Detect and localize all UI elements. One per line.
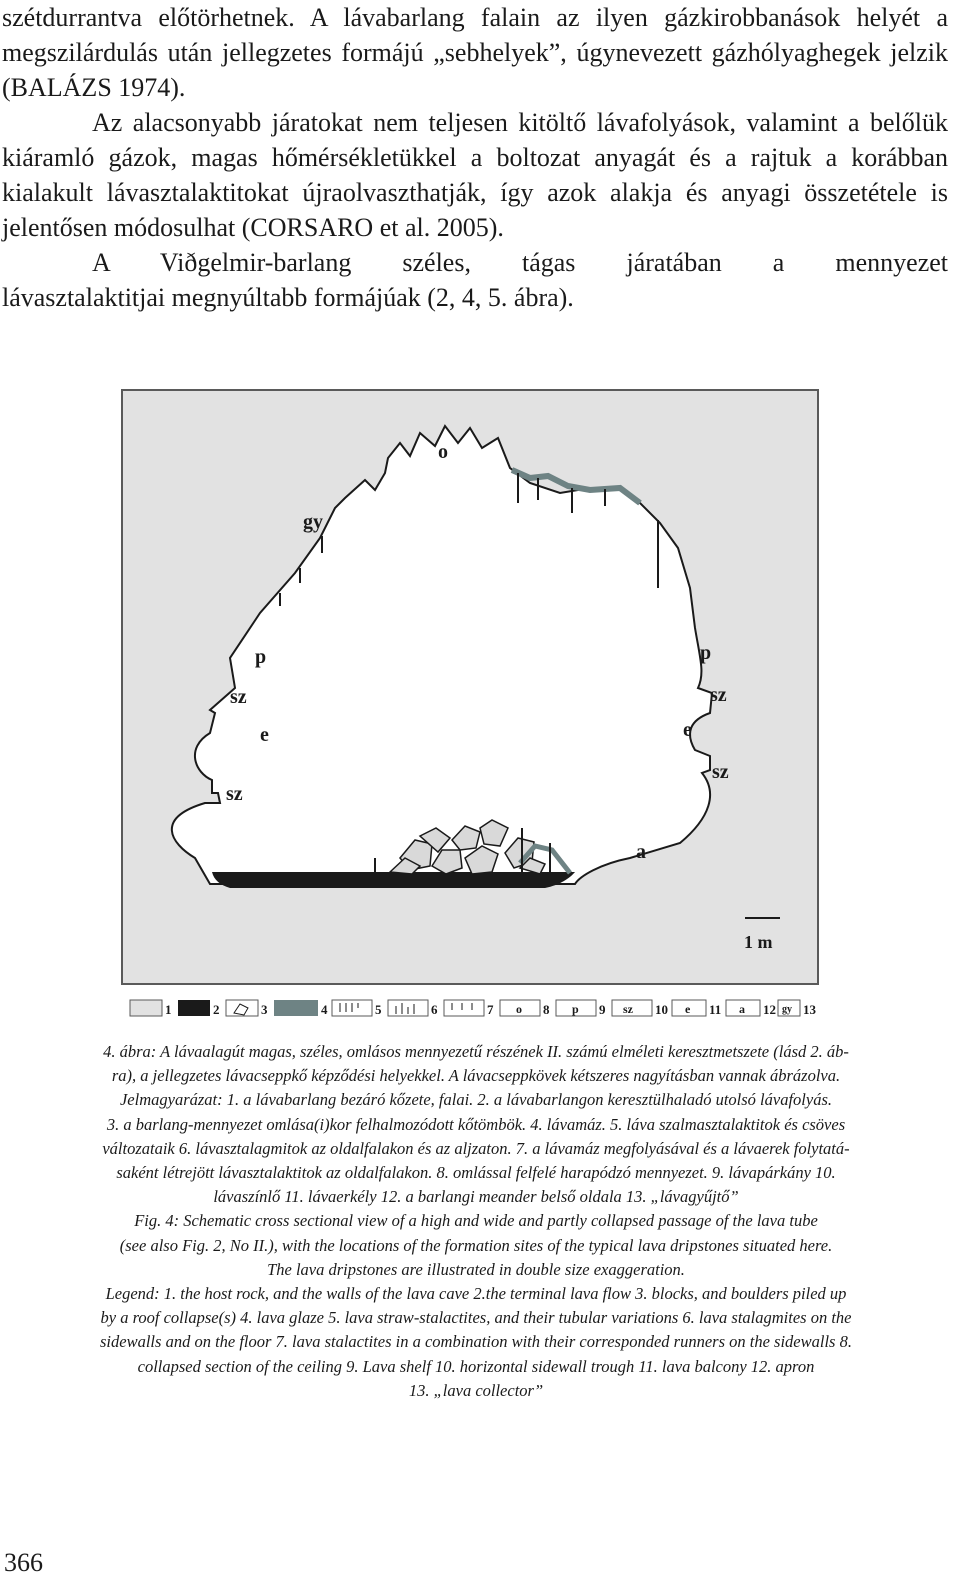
caption-line: collapsed section of the ceiling 9. Lava shelf 10. horizontal sidewall trough 11. lava balcony 12. apron [137, 1356, 815, 1376]
legend-number-8: 8 [543, 1002, 550, 1017]
legend-symbol-sz: sz [623, 1002, 633, 1016]
label-a: a [636, 841, 646, 863]
scale-label: 1 m [744, 932, 773, 952]
caption-line: (see also Fig. 2, No II.), with the locations of the formation sites of the typical lava dripstones situated here. [119, 1235, 833, 1255]
legend-symbol-a: a [739, 1002, 745, 1016]
body-text [2, 0, 948, 315]
page-number: 366 [4, 1548, 43, 1577]
legend-number-2: 2 [213, 1002, 220, 1017]
cross-section-diagram [120, 388, 820, 1022]
legend-number-11: 11 [709, 1002, 722, 1017]
legend-number-1: 1 [165, 1002, 172, 1017]
legend-number-13: 13 [803, 1002, 816, 1017]
caption-line: saként létrejött lávasztalaktitok az oldalfalakon. 8. omlással felfelé harapódzó mennyezet. 9. lávapárkány 10. [116, 1163, 836, 1183]
caption-line: 4. ábra: A lávaalagút magas, széles, omlásos mennyezetű részének II. számú elméleti keresztmetszete (lásd 2. áb- [103, 1042, 849, 1061]
legend-number-12: 12 [763, 1002, 776, 1017]
legend-number-5: 5 [375, 1002, 382, 1017]
terminal-lava-flow [212, 872, 575, 888]
caption-line: 13. „lava collector” [408, 1380, 544, 1400]
label-sz-right-upper: sz [710, 684, 727, 706]
caption-line: változataik 6. lávasztalagmitok az oldalfalakon és az aljzaton. 7. a lávamáz megfolyásával és a lávaerek folytatá- [102, 1138, 850, 1158]
caption-line: sidewalls and on the floor 7. lava stalactites in a combination with their corresponded runners on the sidewalls 8. [100, 1332, 852, 1352]
label-o: o [438, 441, 448, 463]
caption-line: ra), a jellegzetes lávacseppkő képződési helyekkel. A lávacseppkövek kétszeres nagyításban vannak ábrázolva. [111, 1066, 841, 1086]
caption-line: The lava dripstones are illustrated in double size exaggeration. [267, 1259, 685, 1279]
paragraph-3-line-2: lávasztalaktitjai megnyúltabb formájúak (2, 4, 5. ábra). [2, 283, 574, 312]
legend-symbol-gy: gy [782, 1004, 792, 1015]
label-p-left: p [255, 646, 267, 668]
label-gy: gy [303, 511, 323, 533]
paragraph-2: Az alacsonyabb járatokat nem teljesen kitöltő lávafolyások, valamint a belőlük kiáramló gázok, magas hőmérsékletükkel a boltozat anyagát és a rajtuk a korábban kialakult lávasztalaktitokat újraolvaszthatják, így azok alakja és anyagi összetétele is jelentősen módosulhat (CORSARO et al. 2005). [2, 108, 948, 242]
label-p-right: p [700, 642, 712, 664]
caption-line: Jelmagyarázat: 1. a lávabarlang bezáró kőzete, falai. 2. a lávabarlangon keresztülhaladó utolsó lávafolyás. [119, 1090, 833, 1110]
legend-number-10: 10 [655, 1002, 668, 1017]
legend-number-4: 4 [321, 1002, 328, 1017]
paragraph-1: szétdurrantva előtörhetnek. A lávabarlang falain az ilyen gázkirobbanások helyét a megszilárdulás után jellegzetes formájú „sebhelyek”, úgynevezett gázhólyaghegek jelzik (BALÁZS 1974). [2, 3, 948, 102]
legend-number-7: 7 [487, 1002, 494, 1017]
caption-line: 3. a barlang-mennyezet omlása(i)kor felhalmozódott kőtömbök. 4. lávamáz. 5. láva szalmasztalaktitok és csöves [106, 1114, 846, 1134]
label-sz-left-upper: sz [230, 686, 247, 708]
lava-tube-cross-section-figure [120, 388, 820, 1022]
legend-number-9: 9 [599, 1002, 606, 1017]
legend-symbol-e: e [685, 1002, 691, 1016]
legend-symbol-p: p [572, 1002, 579, 1016]
figure-caption [4, 1040, 948, 1403]
paragraph-3-line-1: A Viðgelmir-barlang széles, tágas járatában a mennyezet [92, 248, 948, 277]
caption-line: Fig. 4: Schematic cross sectional view of a high and wide and partly collapsed passage of the lava tube [134, 1211, 818, 1231]
caption-line: by a roof collapse(s) 4. lava glaze 5. lava straw-stalactites, and their tubular variations 6. lava stalagmites on the [100, 1308, 852, 1328]
legend [130, 1000, 817, 1017]
label-sz-right-lower: sz [712, 761, 729, 783]
legend-number-3: 3 [261, 1002, 268, 1017]
label-e-left: e [260, 724, 269, 746]
legend-symbol-o: o [516, 1002, 522, 1016]
caption-line: lávaszínlő 11. lávaerkély 12. a barlangi meander belső oldala 13. „lávagyűjtő” [213, 1187, 739, 1207]
legend-number-6: 6 [431, 1002, 438, 1017]
label-sz-left-lower: sz [226, 783, 243, 805]
caption-line: Legend: 1. the host rock, and the walls of the lava cave 2.the terminal lava flow 3. blocks, and boulders piled up [105, 1284, 847, 1304]
label-e-right: e [683, 719, 692, 741]
